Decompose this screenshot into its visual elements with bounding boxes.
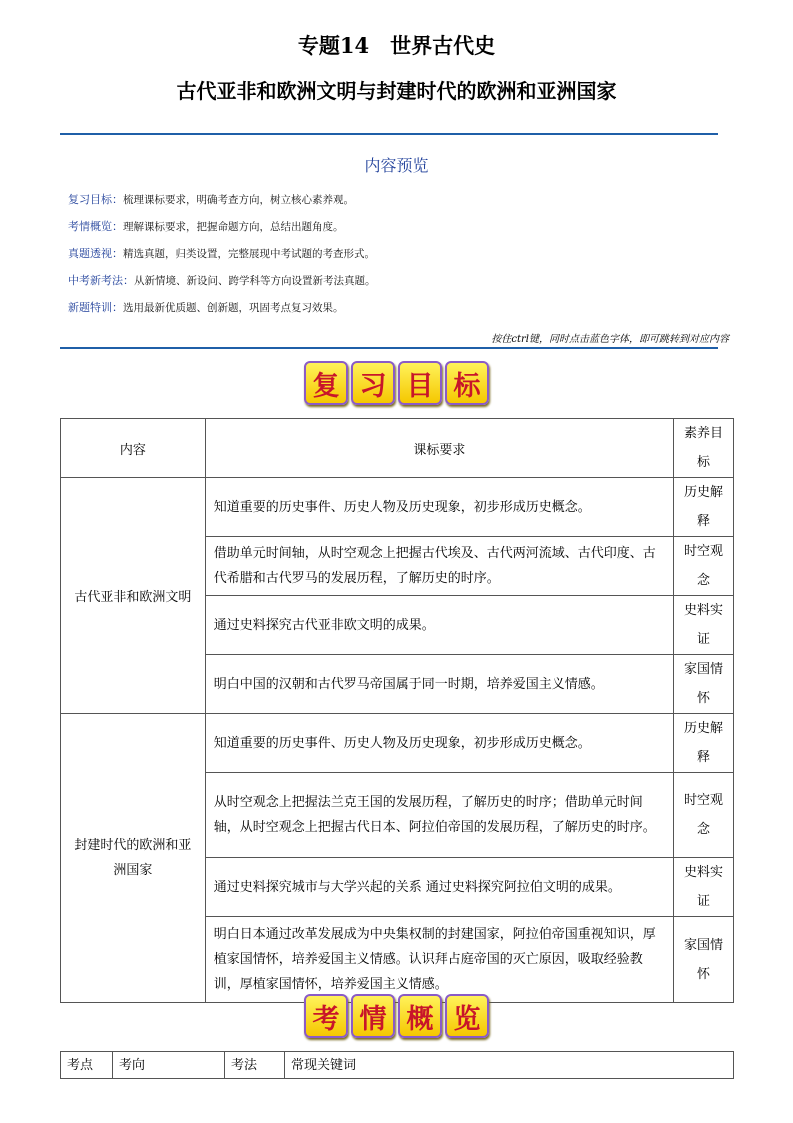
literacy-cell: 家国情怀 bbox=[674, 917, 734, 1003]
preview-item bbox=[68, 299, 748, 326]
banner-char: 习 bbox=[351, 361, 395, 405]
review-goals-table bbox=[60, 418, 734, 1003]
banner-char: 标 bbox=[445, 361, 489, 405]
group-content: 古代亚非和欧洲文明 bbox=[61, 478, 206, 714]
header-content: 内容 bbox=[61, 419, 206, 478]
group-content: 封建时代的欧洲和亚洲国家 bbox=[61, 714, 206, 1003]
table-row bbox=[61, 478, 734, 537]
table-row bbox=[61, 714, 734, 773]
literacy-cell: 时空观念 bbox=[674, 773, 734, 858]
banner-char: 情 bbox=[351, 994, 395, 1038]
literacy-cell: 家国情怀 bbox=[674, 655, 734, 714]
requirement-cell: 通过史料探究城市与大学兴起的关系 通过史料探究阿拉伯文明的成果。 bbox=[205, 858, 673, 917]
section-banner-exam-overview bbox=[0, 994, 793, 1038]
banner-char: 概 bbox=[398, 994, 442, 1038]
literacy-cell: 史料实证 bbox=[674, 596, 734, 655]
requirement-cell: 知道重要的历史事件、历史人物及历史现象，初步形成历史概念。 bbox=[205, 478, 673, 537]
navigation-hint: 按住ctrl键，同时点击蓝色字体，即可跳转到对应内容 bbox=[491, 334, 729, 345]
preview-link-exam-overview[interactable]: 考情概览： bbox=[68, 220, 123, 233]
preview-item-text: 选用最新优质题、创新题，巩固考点复习效果。 bbox=[123, 302, 344, 314]
literacy-cell: 历史解释 bbox=[674, 478, 734, 537]
requirement-cell: 从时空观念上把握法兰克王国的发展历程，了解历史的时序；借助单元时间轴，从时空观念上把握古代日本、阿拉伯帝国的发展历程，了解历史的时序。 bbox=[205, 773, 673, 858]
preview-item-text: 精选真题，归类设置，完整展现中考试题的考查形式。 bbox=[123, 248, 375, 260]
banner-char: 览 bbox=[445, 994, 489, 1038]
literacy-cell: 史料实证 bbox=[674, 858, 734, 917]
header-exam-direction: 考向 bbox=[113, 1052, 225, 1079]
banner-char: 考 bbox=[304, 994, 348, 1038]
requirement-cell: 明白中国的汉朝和古代罗马帝国属于同一时期，培养爱国主义情感。 bbox=[205, 655, 673, 714]
preview-link-review-goals[interactable]: 复习目标： bbox=[68, 193, 123, 206]
table-header-row bbox=[61, 419, 734, 478]
header-keywords: 常现关键词 bbox=[285, 1052, 734, 1079]
preview-item-text: 从新情境、新设问、跨学科等方向设置新考法真题。 bbox=[134, 275, 376, 287]
requirement-cell: 明白日本通过改革发展成为中央集权制的封建国家，阿拉伯帝国重视知识，厚植家国情怀，培养爱国主义情感。认识拜占庭帝国的灭亡原因，吸取经验教训，厚植家国情怀，培养爱国主义情感。 bbox=[205, 917, 673, 1003]
section-banner-review-goals bbox=[0, 361, 793, 405]
header-exam-point: 考点 bbox=[61, 1052, 113, 1079]
divider-line bbox=[60, 347, 718, 349]
preview-item-text: 理解课标要求，把握命题方向，总结出题角度。 bbox=[123, 221, 344, 233]
preview-link-new-methods[interactable]: 中考新考法： bbox=[68, 274, 134, 287]
preview-item bbox=[68, 191, 748, 218]
banner-char: 目 bbox=[398, 361, 442, 405]
requirement-cell: 通过史料探究古代亚非欧文明的成果。 bbox=[205, 596, 673, 655]
preview-item-text: 梳理课标要求，明确考查方向，树立核心素养观。 bbox=[123, 194, 354, 206]
preview-item bbox=[68, 218, 748, 245]
preview-item bbox=[68, 272, 748, 299]
preview-list bbox=[68, 191, 748, 326]
banner-char: 复 bbox=[304, 361, 348, 405]
preview-heading: 内容预览 bbox=[364, 156, 429, 175]
table-header-row bbox=[61, 1052, 734, 1079]
header-requirement: 课标要求 bbox=[205, 419, 673, 478]
exam-overview-table bbox=[60, 1051, 734, 1079]
document-title: 专题14 世界古代史 bbox=[297, 33, 496, 58]
literacy-cell: 时空观念 bbox=[674, 537, 734, 596]
preview-link-new-training[interactable]: 新题特训： bbox=[68, 301, 123, 314]
requirement-cell: 知道重要的历史事件、历史人物及历史现象，初步形成历史概念。 bbox=[205, 714, 673, 773]
divider-line bbox=[60, 133, 718, 135]
preview-link-real-questions[interactable]: 真题透视： bbox=[68, 247, 123, 260]
header-exam-method: 考法 bbox=[225, 1052, 285, 1079]
literacy-cell: 历史解释 bbox=[674, 714, 734, 773]
requirement-cell: 借助单元时间轴，从时空观念上把握古代埃及、古代两河流域、古代印度、古代希腊和古代罗马的发展历程，了解历史的时序。 bbox=[205, 537, 673, 596]
document-subtitle: 古代亚非和欧洲文明与封建时代的欧洲和亚洲国家 bbox=[176, 79, 617, 103]
header-literacy: 素养目标 bbox=[674, 419, 734, 478]
preview-item bbox=[68, 245, 748, 272]
